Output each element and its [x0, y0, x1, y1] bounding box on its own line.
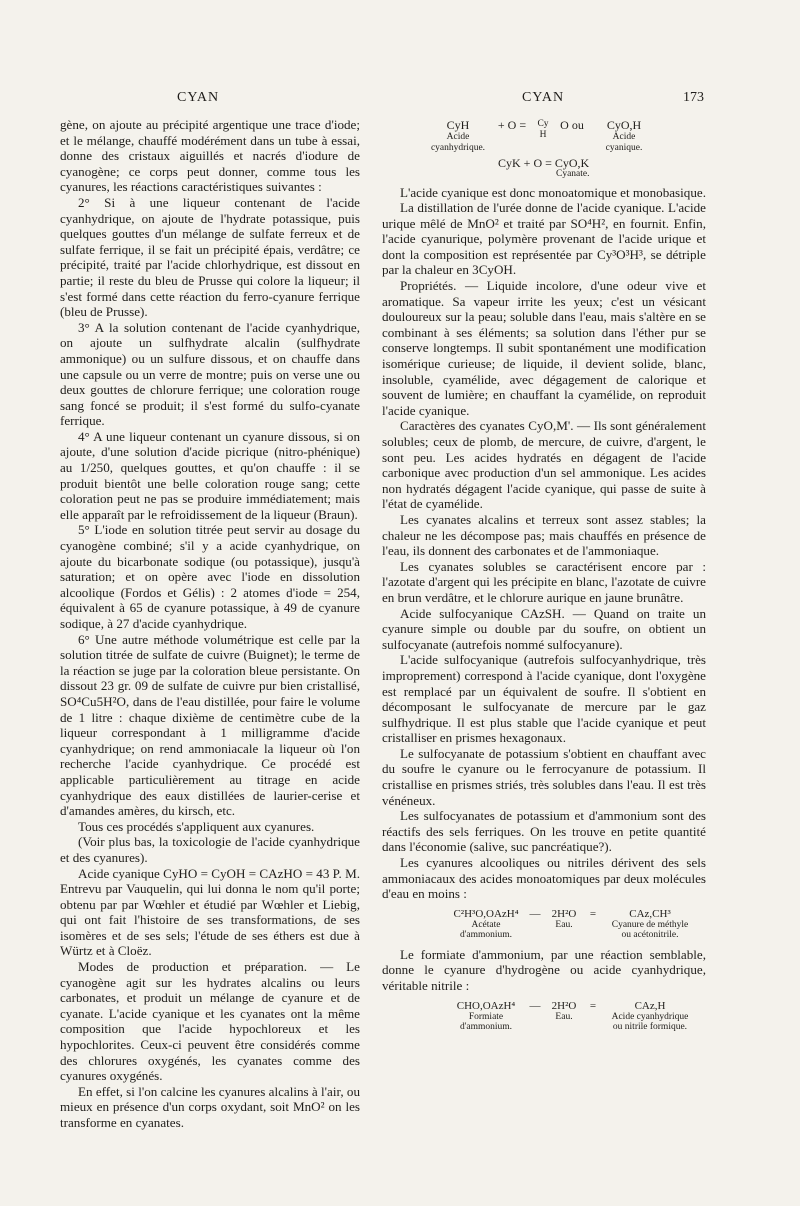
- eq-term-name: Acide cyanhydrique: [611, 1011, 689, 1022]
- eq-term: CHO,OAzH⁴: [456, 999, 516, 1012]
- eq-fraction-bottom: H: [539, 129, 547, 140]
- paragraph: Les cyanures alcooliques ou nitriles dérivent des sels ammoniacaux des acides monoatomiques par deux molécules d'eau en moins :: [382, 855, 706, 902]
- eq-term-name: ou nitrile formique.: [612, 1022, 688, 1033]
- paragraph: 4° A une liqueur contenant un cyanure dissous, si on ajoute, d'une solution d'acide picrique (nitro-phénique) au 1/250, quelques gouttes, et qu'on chauffe : il se produit bientôt une belle coloration rouge sang; cette coloration peut ne pas se produire immédiatement; mais elle apparaît par le refroidissement de la liqueur (Braun).: [60, 428, 360, 522]
- eq-term: CAz,CH³: [629, 907, 671, 920]
- eq-term-name: d'ammonium.: [459, 1022, 513, 1033]
- eq-term-name: ou acétonitrile.: [621, 930, 679, 941]
- eq-term-name: Cyanate.: [556, 169, 590, 179]
- eq-operator: =: [589, 999, 597, 1012]
- paragraph: Acide cyanique CyHO = CyOH = CAzHO = 43 P. M. Entrevu par Vauquelin, qui lui donna le nom qu'il porte; obtenu par par Wœhler et étudié par Wœhler et Liebig, qui ont fait l'histoire de ses transformations, de ses isomères et de ses sels; l'étude de ses éthers est due à Würtz et à Cloëz.: [60, 865, 360, 959]
- page-number: 173: [683, 90, 704, 105]
- eq-term: 2H²O: [551, 999, 577, 1012]
- paragraph: Tous ces procédés s'appliquent aux cyanures.: [78, 818, 315, 834]
- paragraph: Acide sulfocyanique CAzSH. — Quand on traite un cyanure simple ou double par du soufre, on obtient un sulfocyanate (autrefois nommé sulfocyanure).: [382, 605, 706, 652]
- paragraph: La distillation de l'urée donne de l'acide cyanique. L'acide urique mêlé de MnO² et traité par SO⁴H², en fournit. Enfin, l'acide cyanurique, polymère provenant de l'acide urique et dont la composition est représentée par Cy³O³H³, se détriple par la chaleur en 3CyOH.: [382, 200, 706, 278]
- eq-term: CyO,H: [606, 118, 642, 132]
- paragraph: Le sulfocyanate de potassium s'obtient en chauffant avec du soufre le cyanure ou le ferrocyanure de potassium. Il cristallise en prismes striés, très solubles dans l'eau. Il est très vénéneux.: [382, 745, 706, 808]
- eq-operator: O ou: [560, 118, 584, 132]
- paragraph: Modes de production et préparation. — Le cyanogène agit sur les hydrates alcalins ou leurs carbonates, et produit un mélange de cyanure et de cyanate. L'acide cyanique et les cyanates ont la même composition que l'acide hypochloreux et les hypochlorites. Ceux-ci peuvent être considérés comme des chlorures oxygénés, les cyanates comme des cyanures oxygénés.: [60, 959, 360, 1084]
- eq-term-name: Eau.: [555, 919, 573, 930]
- eq-term-name: Formiate: [468, 1011, 504, 1022]
- paragraph: Les cyanates solubles se caractérisent encore par : l'azotate d'argent qui les précipite en blanc, l'azotate de cuivre en brun verdâtre, et le chlorure aurique en jaune brunâtre.: [382, 558, 706, 605]
- eq-term-name: cyanique.: [605, 142, 643, 153]
- paragraph: 3° A la solution contenant de l'acide cyanhydrique, on ajoute un sulfhydrate alcalin (sulfhydrate ammonique) ou un sulfure dissous, et on chauffe dans une capsule ou un verre de montre; puis on verse une ou deux gouttes de chlorure ferrique; une coloration rouge sang foncé se produit; il s'est formé du sulfo-cyanate ferrique.: [60, 319, 360, 429]
- right-column: [382, 117, 706, 1038]
- paragraph: 6° Une autre méthode volumétrique est celle par la solution titrée de sulfate de cuivre (Buignet); le terme de la réaction se juge par la coloration bleue persistante. On dissout 23 gr. 09 de sulfate de cuivre pur bien cristallisé, SO⁴Cu5H²O, dans de l'eau distillée, pour faire le volume de 1 litre : chaque dixième de centimètre cube de la liqueur correspondant à 1 milligramme d'acide cyanhydrique; on rend ammoniacale la liqueur où l'on recherche l'acide cyanhydrique. Ce procédé est applicable particulièrement au titrage en acide cyanhydrique des eaux distillées de laurier-cerise et d'amandes amères, du kirsch, etc.: [60, 631, 360, 819]
- eq-term-name: d'ammonium.: [459, 930, 513, 941]
- eq-term-name: Acétate: [471, 919, 501, 930]
- eq-term: CAz,H: [634, 999, 666, 1012]
- paragraph: 5° L'iode en solution titrée peut servir au dosage du cyanogène combiné; s'il y a acide cyanhydrique, on ajoute du bicarbonate sodique (ou potassique), jusqu'à saturation; et on opère avec l'iode en dissolution alcoolique (Fordos et Gélis) : 2 atomes d'iode = 254, équivalent à 65 de cyanure potassique, à 49 de cyanure sodique, à 27 d'acide cyanhydrique.: [60, 522, 360, 631]
- eq-operator: —: [529, 907, 541, 920]
- eq-term-name: Cyanure de méthyle: [611, 919, 689, 930]
- eq-fraction-top: Cy: [537, 119, 549, 129]
- eq-term: C²H³O,OAzH⁴: [453, 907, 519, 920]
- eq-operator: =: [589, 907, 597, 920]
- equation-cyanic-acid: [382, 119, 706, 180]
- eq-term-name: Eau.: [555, 1011, 573, 1022]
- paragraph: Caractères des cyanates CyO,M'. — Ils sont généralement solubles; ceux de plomb, de mercure, de cuivre, d'argent, le sont peu. Les acides hydratés en dégagent de l'acide carbonique avec production d'un sel ammonique. Les acides non hydratés dégagent l'acide cyanique, qui passe de suite à l'état de cyamélide.: [382, 418, 706, 512]
- paragraph: En effet, si l'on calcine les cyanures alcalins à l'air, ou mieux en présence d'un corps oxydant, soit MnO² on les transforme en cyanates.: [60, 1083, 360, 1130]
- paragraph: Les sulfocyanates de potassium et d'ammonium sont des réactifs des sels ferriques. On les trouve en petite quantité dans l'économie (salive, suc pancréatique?).: [382, 808, 706, 855]
- running-header: [0, 90, 800, 110]
- equation-formonitrile: [382, 1000, 706, 1033]
- left-column: [60, 117, 360, 1131]
- eq-operator: —: [529, 999, 541, 1012]
- paragraph: 2° Si à une liqueur contenant de l'acide cyanhydrique, on ajoute de l'hydrate potassique, puis quelques gouttes d'un mélange de sulfate ferreux et de sulfate ferrique, il se fait un précipité épais, verdâtre; ce précipité, traité par l'acide chlorhydrique, est dissout en partie; il reste du bleu de Prusse qui colore la liqueur; il s'est formé dans cette réaction du ferro-cyanure ferrique (bleu de Prusse).: [60, 194, 360, 320]
- paragraph: L'acide cyanique est donc monoatomique et monobasique.: [400, 184, 706, 200]
- eq-term: 2H²O: [551, 907, 577, 920]
- eq-term-name: cyanhydrique.: [430, 142, 486, 153]
- eq-term-name: Acide: [446, 132, 470, 142]
- eq-term: CyH: [446, 118, 470, 132]
- paragraph: (Voir plus bas, la toxicologie de l'acide cyanhydrique et des cyanures).: [60, 834, 360, 865]
- eq-term-name: Acide: [612, 132, 636, 142]
- paragraph: gène, on ajoute au précipité argentique une trace d'iode; et le mélange, chauffé modérément dans un tube à essai, donne des cristaux aiguillés et nacrés d'iodure de cyanogène; ce corps peut donner, comme tous les cyanures, les réactions caractéristiques suivantes :: [60, 117, 360, 195]
- paragraph: Le formiate d'ammonium, par une réaction semblable, donne le cyanure d'hydrogène ou acide cyanhydrique, véritable nitrile :: [382, 946, 706, 993]
- equation-acetonitrile: [382, 908, 706, 941]
- paragraph: Propriétés. — Liquide incolore, d'une odeur vive et aromatique. Sa vapeur irrite les yeux; c'est un vésicant douloureux sur la peau; soluble dans l'eau, mais s'altère en se combinant à ses éléments; sa solution dans l'éther pur se conserve longtemps. Il subit spontanément une modification isomérique curieuse; de liquide, il devient solide, blanc, insoluble, cyamélide, avec dégagement de calorique et souvent de lumière; en chauffant la cyamélide, on reproduit l'acide cyanique.: [382, 278, 706, 418]
- paragraph: L'acide sulfocyanique (autrefois sulfocyanhydrique, très improprement) correspond à l'acide cyanique, dont l'oxygène est remplacé par un équivalent de soufre. Il s'obtient en décomposant le sulfocyanate de mercure par le gaz sulfhydrique. Il est plus stable que l'acide cyanique et peut cristalliser en prismes hexagonaux.: [382, 652, 706, 746]
- eq-operator: + O =: [497, 118, 527, 132]
- header-left-title: CYAN: [177, 90, 220, 105]
- paragraph: Les cyanates alcalins et terreux sont assez stables; la chaleur ne les décompose pas; mais chauffés en présence de l'eau, ils donnent des carbonates et de l'ammoniaque.: [382, 511, 706, 559]
- header-right-title: CYAN: [522, 90, 565, 105]
- eq-expression: CyK + O = CyO,K: [498, 156, 590, 170]
